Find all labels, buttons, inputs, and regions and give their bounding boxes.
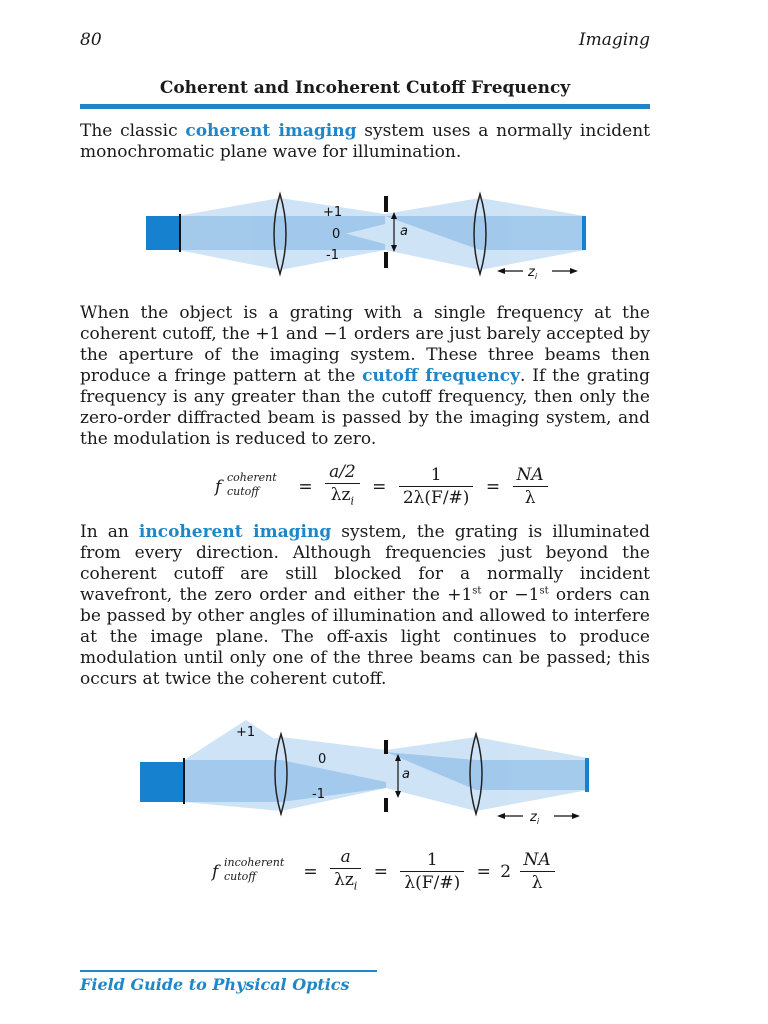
footer-book-title: Field Guide to Physical Optics (80, 975, 350, 994)
incoherent-cutoff-formula: f incoherent cutoff = $\frac{a}{\lambda z_i}$ = $\frac{1}{\lambda(F/\#)}$ = 2 $\frac{NA}{\lambda}$ (212, 847, 558, 896)
term-incoherent-imaging: incoherent imaging (138, 522, 332, 542)
coherent-cutoff-formula: f coherent cutoff = $\frac{a/2}{\lambda z_i}$ = $\frac{1}{2\lambda(F/\#)}$ = $\frac{NA}{\lambda}$ (215, 462, 551, 511)
aperture-a-label: a (402, 767, 410, 782)
section-title: Coherent and Incoherent Cutoff Frequency (159, 78, 571, 98)
coherent-imaging-diagram (140, 188, 600, 288)
incoherent-imaging-diagram (136, 712, 600, 830)
aperture-a-label: a (400, 224, 408, 239)
para1-text-post: system uses a normally incident monochromatic plane wave for illumination. (80, 121, 651, 162)
term-coherent-imaging: coherent imaging (185, 121, 357, 141)
order-zero-label: 0 (318, 752, 327, 767)
order-minus1-label: -1 (312, 787, 325, 802)
source-block (146, 216, 180, 250)
f-incoherent-cutoff-symbol: f incoherent cutoff (212, 855, 285, 883)
paragraph-incoherent-imaging (80, 522, 650, 690)
order-plus1-label: +1 (323, 205, 343, 220)
ordinal-st-1: st (472, 585, 482, 597)
para2-text-post: . If the grating frequency is any greater than the cutoff frequency, then only the zero-order diffracted beam is passed by the imaging system, and the modulation is reduced to zero. (80, 366, 650, 449)
order-plus1-label: +1 (236, 725, 256, 740)
paragraph-intro (80, 121, 650, 163)
order-zero-label: 0 (332, 227, 341, 242)
source-block (140, 762, 184, 802)
ordinal-st-2: st (539, 585, 549, 597)
fraction-a-over-2-lambda-zi: $\frac{a/2}{\lambda z_i}$ (325, 462, 360, 511)
para3-text-post: orders can be passed by other angles of illumination and allowed to interfere at the image plane. The off-axis light continues to produce modulation until only one of the three beams can be passed; this occurs at twice the coherent cutoff. (80, 585, 650, 689)
para3-text-mid1: system, the grating is illuminated from every direction. Although frequencies just beyond the coherent cutoff are still blocked for a normally incident wavefront, the zero order and either the +1 (80, 522, 650, 605)
fraction-na-over-lambda: $\frac{NA}{\lambda}$ (513, 465, 548, 508)
f-coherent-cutoff-symbol: f coherent cutoff (215, 470, 277, 498)
distance-zi-label: $z_i$ (530, 810, 540, 826)
title-rule (80, 104, 650, 109)
distance-zi-label: $z_i$ (528, 265, 538, 281)
para2-text-pre: When the object is a grating with a single frequency at the coherent cutoff, the +1 and −1 orders are just barely accepted by the aperture of the imaging system. These three beams then produce a fringe pattern at the (80, 303, 650, 386)
fraction-na-over-lambda: $\frac{NA}{\lambda}$ (520, 850, 555, 893)
fraction-a-over-lambda-zi: $\frac{a}{\lambda z_i}$ (330, 847, 361, 896)
fraction-1-over-2-lambda-fnumber: $\frac{1}{2\lambda(F/\#)}$ (399, 465, 474, 508)
fraction-1-over-lambda-fnumber: $\frac{1}{\lambda(F/\#)}$ (400, 850, 464, 893)
coefficient-two: 2 (500, 861, 512, 882)
footer-rule (80, 970, 377, 972)
para3-text-mid2: or −1 (481, 585, 540, 605)
page-number: 80 (80, 30, 102, 50)
paragraph-coherent-cutoff (80, 303, 650, 450)
chapter-title: Imaging (578, 30, 650, 50)
para1-text-pre: The classic (80, 121, 186, 141)
order-minus1-label: -1 (326, 248, 339, 263)
para3-text-pre: In an (80, 522, 139, 542)
term-cutoff-frequency: cutoff frequency (362, 366, 521, 386)
